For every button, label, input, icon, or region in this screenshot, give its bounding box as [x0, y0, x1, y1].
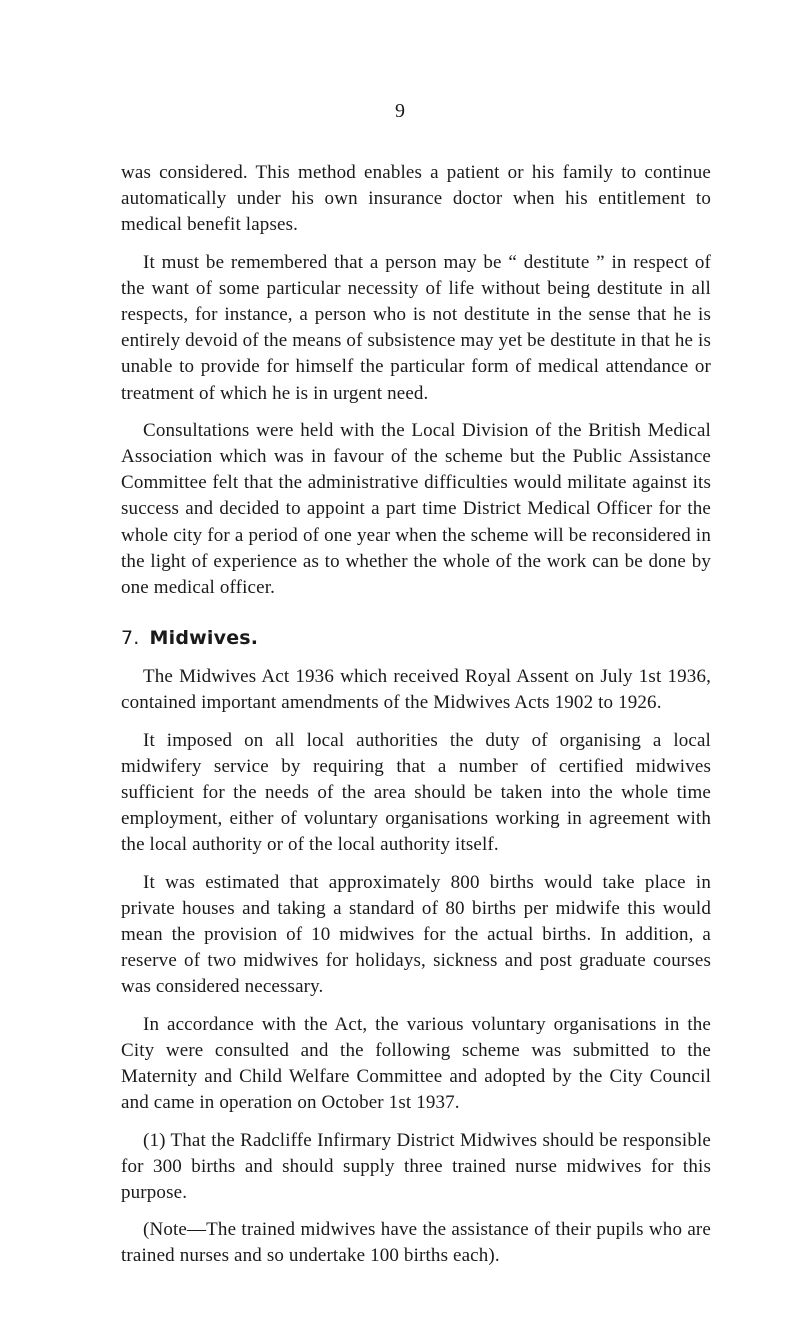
paragraph-note: (Note—The trained midwives have the assistance of their pupils who are trained nurses and so undertake 100 births each).: [121, 1219, 711, 1267]
section-title: Midwives.: [149, 627, 259, 650]
paragraph-midwives-act: The Midwives Act 1936 which received Royal Assent on July 1st 1936, contained important amendments of the Midwives Acts 1902 to 1926.: [121, 666, 711, 714]
document-body: [121, 160, 711, 1281]
section-number: 7.: [121, 627, 140, 650]
section-heading-midwives: [121, 625, 711, 651]
paragraph-duty: It imposed on all local authorities the duty of organising a local midwifery service by requiring that a number of certified midwives sufficient for the needs of the area should be taken into the whole time employment, either of voluntary organisations working in agreement with the local authority or of the local authority itself.: [121, 729, 711, 856]
page-number: 9: [395, 100, 405, 122]
paragraph-destitute: It must be remembered that a person may be “ destitute ” in respect of the want of some particular necessity of life without being destitute in all respects, for instance, a person who is not destitute in the sense that he is entirely devoid of the means of subsistence may yet be destitute in that he is unable to provide for himself the particular form of medical attendance or treatment of which he is in urgent need.: [121, 251, 711, 404]
paragraph-continuation: was considered. This method enables a patient or his family to continue automatically under his own insurance doctor when his entitlement to medical benefit lapses.: [121, 162, 711, 236]
paragraph-scheme: In accordance with the Act, the various voluntary organisations in the City were consulted and the following scheme was submitted to the Maternity and Child Welfare Committee and adopted by the City Council and came in operation on October 1st 1937.: [121, 1013, 711, 1114]
paragraph-consultations: Consultations were held with the Local Division of the British Medical Association which was in favour of the scheme but the Public Assistance Committee felt that the administrative difficulties would militate against its success and decided to appoint a part time District Medical Officer for the whole city for a period of one year when the scheme will be reconsidered in the light of experience as to whether the whole of the work can be done by one medical officer.: [121, 419, 711, 599]
paragraph-estimate: It was estimated that approximately 800 births would take place in private houses and taking a standard of 80 births per midwife this would mean the provision of 10 midwives for the actual births. In addition, a reserve of two midwives for holidays, sickness and post graduate courses was considered necessary.: [121, 871, 711, 998]
paragraph-radcliffe: (1) That the Radcliffe Infirmary District Midwives should be responsible for 300 births and should supply three trained nurse midwives for this purpose.: [121, 1129, 711, 1203]
